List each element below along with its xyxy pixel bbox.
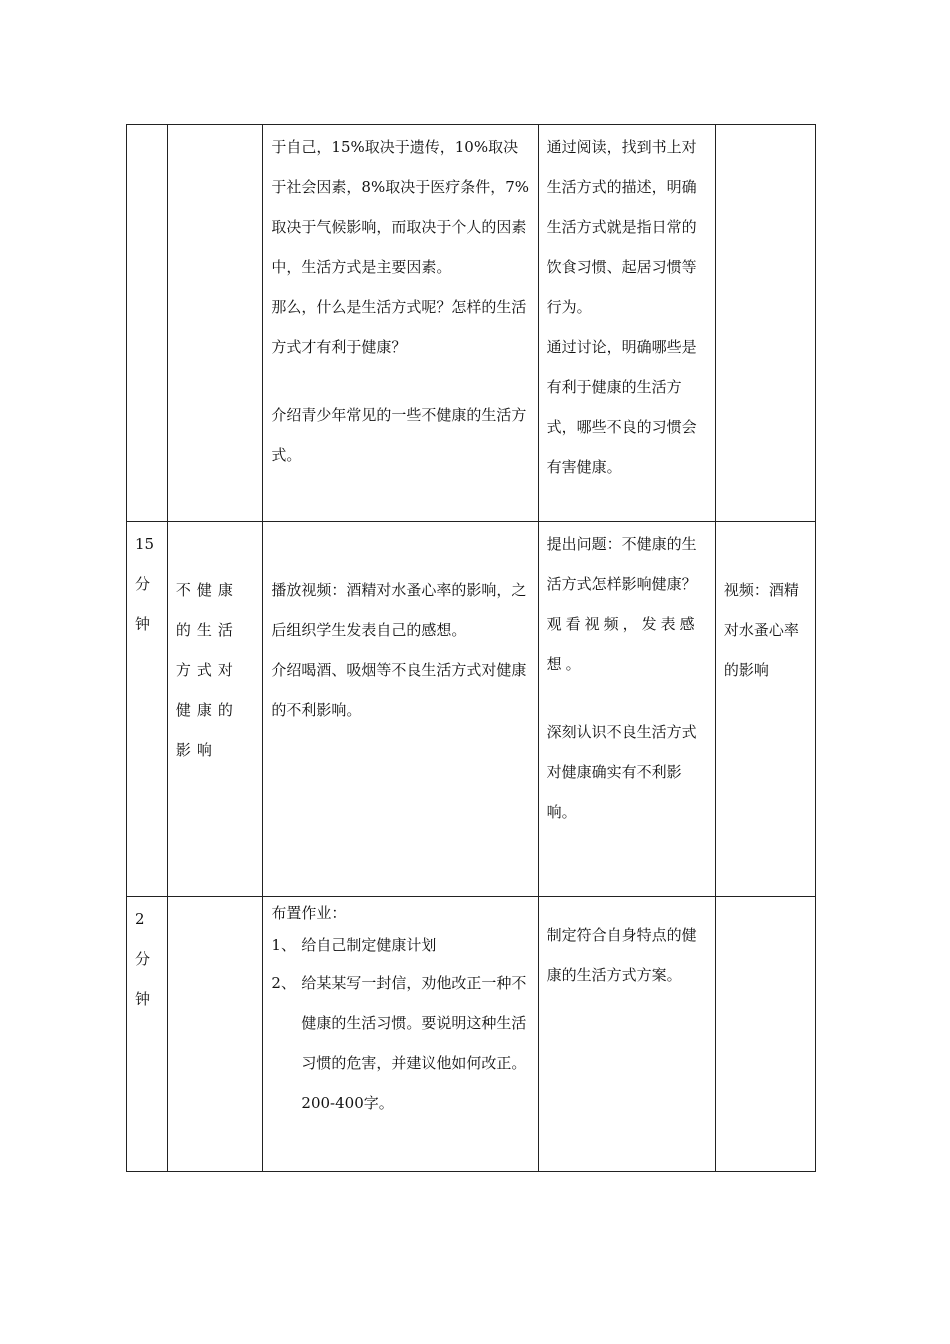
- student-activity-cell: [538, 522, 715, 897]
- student-text: 提出问题：不健康的生活方式怎样影响健康？: [546, 535, 697, 593]
- list-text: 给自己制定健康计划: [301, 936, 437, 954]
- time-text: 2 分钟: [135, 910, 151, 1008]
- teacher-activity-cell: [263, 125, 538, 522]
- resource-cell: [715, 125, 815, 522]
- table-row: [127, 125, 816, 522]
- student-activity-cell: [538, 125, 715, 522]
- student-activity-cell: [538, 897, 715, 1172]
- teacher-text: 那么，什么是生活方式呢？怎样的生活方式才有利于健康？: [271, 298, 527, 356]
- step-cell: [167, 897, 263, 1172]
- student-text: 通过阅读，找到书上对生活方式的描述，明确生活方式就是指日常的饮食习惯、起居习惯等行为。: [546, 138, 697, 316]
- resource-text: 视频：酒精对水蚤心率的影响: [723, 581, 799, 679]
- teacher-text: 介绍青少年常见的一些不健康的生活方式。: [271, 406, 527, 464]
- teacher-text: 播放视频：酒精对水蚤心率的影响，之后组织学生发表自己的感想。: [271, 581, 527, 639]
- teacher-text: 介绍喝酒、吸烟等不良生活方式对健康的不利影响。: [271, 661, 527, 719]
- list-number: 1、: [271, 936, 296, 954]
- time-cell: [127, 125, 168, 522]
- step-cell: [167, 125, 263, 522]
- student-text: 深刻认识不良生活方式对健康确实有不利影响。: [546, 723, 697, 821]
- teacher-activity-cell: [263, 897, 538, 1172]
- lesson-plan-table: [126, 124, 816, 1172]
- list-number: 2、: [271, 974, 296, 992]
- student-text: 制定符合自身特点的健康的生活方式方案。: [546, 926, 697, 984]
- list-item: [271, 963, 529, 1123]
- time-cell: [127, 522, 168, 897]
- table-row: [127, 522, 816, 897]
- resource-cell: [715, 897, 815, 1172]
- time-cell: [127, 897, 168, 1172]
- step-text: 不健康的生活方式对健康的影响: [175, 581, 239, 759]
- resource-cell: [715, 522, 815, 897]
- homework-list: [271, 927, 529, 1123]
- table-row: [127, 897, 816, 1172]
- student-text: 观看视频，发表感想。: [546, 615, 699, 673]
- list-item: [271, 927, 529, 963]
- teacher-text: 于自己，15%取决于遗传，10%取决于社会因素，8%取决于医疗条件，7%取决于气候影响，而取决于个人的因素中，生活方式是主要因素。: [271, 138, 530, 276]
- step-cell: [167, 522, 263, 897]
- list-text: 给某某写一封信，劝他改正一种不健康的生活习惯。要说明这种生活习惯的危害，并建议他如何改正。200-400字。: [301, 974, 527, 1112]
- homework-title: 布置作业：: [271, 904, 347, 922]
- student-text: 通过讨论，明确哪些是有利于健康的生活方式，哪些不良的习惯会有害健康。: [546, 338, 697, 476]
- teacher-activity-cell: [263, 522, 538, 897]
- time-text: 15分钟: [135, 535, 155, 633]
